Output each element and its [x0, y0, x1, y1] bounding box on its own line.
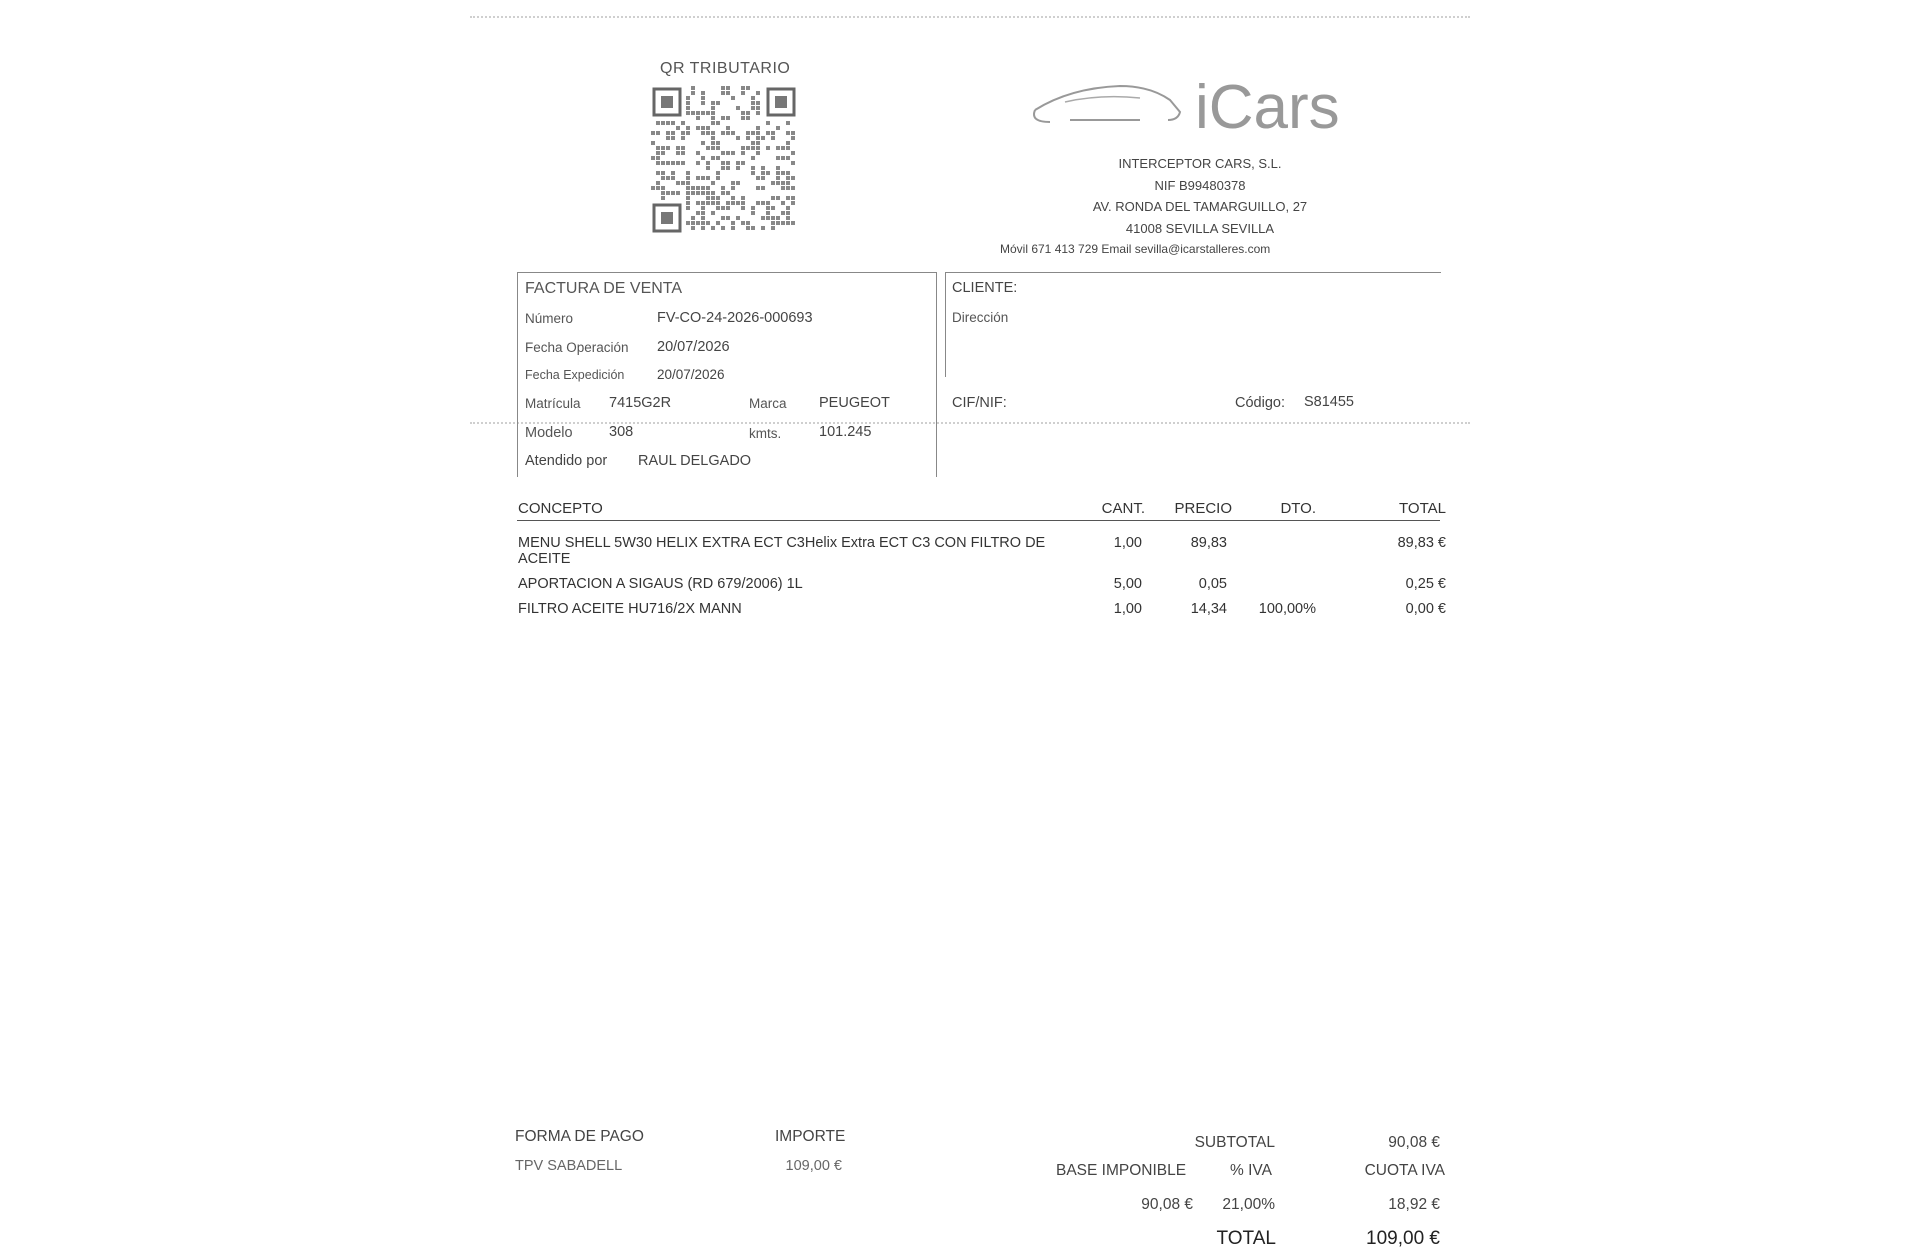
importe-label: IMPORTE: [775, 1128, 846, 1145]
subtotal-value: 90,08 €: [1388, 1134, 1440, 1151]
col-cant-header: CANT.: [1101, 500, 1145, 517]
fecha-op-label: Fecha Operación: [525, 340, 629, 355]
company-contact: Móvil 671 413 729 Email sevilla@icarstalleres.com: [1000, 242, 1271, 256]
row-concepto: APORTACION A SIGAUS (RD 679/2006) 1L: [518, 576, 803, 592]
col-dto-header: DTO.: [1280, 500, 1316, 517]
row-cant: 1,00: [1113, 535, 1142, 551]
fecha-op-value: 20/07/2026: [657, 339, 730, 355]
row-precio: 0,05: [1198, 576, 1227, 592]
direccion-label: Dirección: [952, 310, 1009, 325]
numero-value: FV-CO-24-2026-000693: [657, 310, 813, 326]
cif-label: CIF/NIF:: [952, 395, 1007, 411]
fecha-exp-value: 20/07/2026: [657, 367, 725, 382]
matricula-value: 7415G2R: [609, 395, 672, 411]
icars-logo: [1030, 70, 1350, 140]
cuota-iva-value: 18,92 €: [1388, 1196, 1440, 1213]
row-concepto: FILTRO ACEITE HU716/2X MANN: [518, 601, 742, 617]
kmts-value: 101.245: [819, 424, 872, 440]
forma-pago-label: FORMA DE PAGO: [515, 1128, 644, 1145]
marca-label: Marca: [749, 396, 787, 411]
total-label: TOTAL: [1216, 1228, 1276, 1249]
col-concepto-header: CONCEPTO: [518, 500, 603, 517]
scan-line-top: [470, 16, 1470, 18]
client-title: CLIENTE:: [952, 280, 1018, 296]
row-precio: 14,34: [1190, 601, 1227, 617]
importe-value: 109,00 €: [785, 1158, 842, 1174]
row-cant: 1,00: [1113, 601, 1142, 617]
total-value: 109,00 €: [1366, 1228, 1440, 1249]
company-city: 41008 SEVILLA SEVILLA: [1125, 221, 1275, 236]
atendido-label: Atendido por: [525, 453, 608, 469]
codigo-value: S81455: [1304, 394, 1354, 410]
kmts-label: kmts.: [749, 426, 782, 441]
matricula-label: Matrícula: [525, 396, 581, 411]
fecha-exp-label: Fecha Expedición: [525, 368, 625, 382]
iva-value: 21,00%: [1222, 1196, 1275, 1213]
base-imponible-value: 90,08 €: [1141, 1196, 1193, 1213]
row-concepto-cont: ACEITE: [518, 551, 571, 567]
codigo-label: Código:: [1235, 395, 1285, 411]
iva-label: % IVA: [1230, 1162, 1272, 1179]
row-concepto: MENU SHELL 5W30 HELIX EXTRA ECT C3Helix Extra ECT C3 CON FILTRO DE: [518, 535, 1046, 551]
base-imponible-label: BASE IMPONIBLE: [1056, 1162, 1187, 1179]
atendido-value: RAUL DELGADO: [638, 453, 752, 469]
company-name: INTERCEPTOR CARS, S.L.: [1118, 156, 1282, 171]
row-cant: 5,00: [1113, 576, 1142, 592]
company-nif: NIF B99480378: [1154, 178, 1246, 193]
client-box: [945, 272, 1441, 377]
numero-label: Número: [525, 311, 574, 326]
subtotal-label: SUBTOTAL: [1194, 1134, 1275, 1151]
qr-code-icon: [650, 85, 798, 235]
company-address: AV. RONDA DEL TAMARGUILLO, 27: [1092, 199, 1308, 214]
invoice-title: FACTURA DE VENTA: [525, 280, 683, 297]
row-total: 0,25 €: [1405, 576, 1446, 592]
modelo-value: 308: [609, 424, 634, 440]
row-total: 0,00 €: [1405, 601, 1446, 617]
forma-pago-value: TPV SABADELL: [515, 1158, 623, 1174]
qr-label: QR TRIBUTARIO: [660, 60, 791, 77]
col-precio-header: PRECIO: [1174, 500, 1232, 517]
cuota-iva-label: CUOTA IVA: [1364, 1162, 1445, 1179]
header-rule: [517, 520, 1440, 521]
marca-value: PEUGEOT: [819, 395, 890, 411]
row-dto: 100,00%: [1258, 601, 1316, 617]
row-total: 89,83 €: [1397, 535, 1446, 551]
logo-text: iCars: [1195, 73, 1340, 140]
row-precio: 89,83: [1190, 535, 1227, 551]
modelo-label: Modelo: [525, 425, 573, 441]
col-total-header: TOTAL: [1399, 500, 1446, 517]
